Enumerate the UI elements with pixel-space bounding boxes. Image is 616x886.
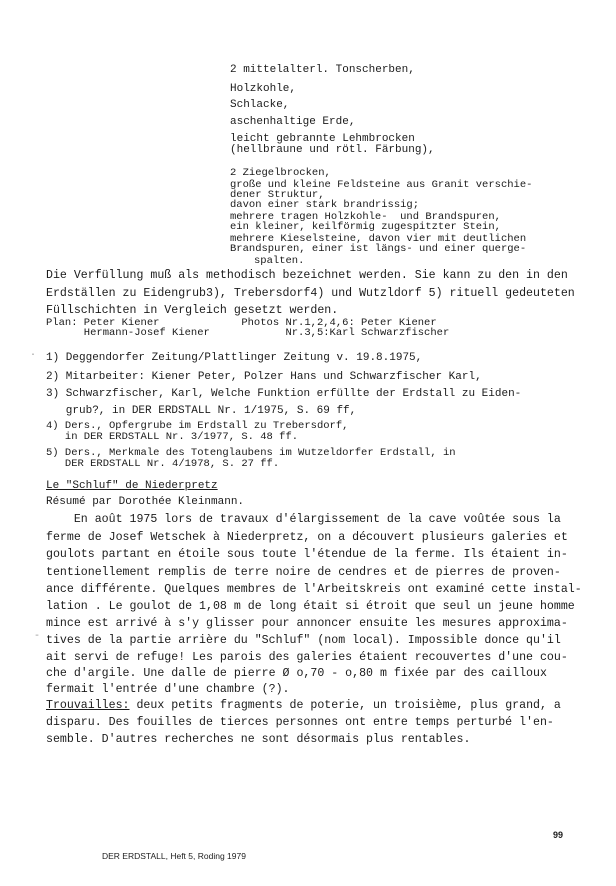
resume-line: tives de la partie arrière du "Schluf" (nom local). Impossible donce qu'il — [46, 634, 561, 647]
margin-mark: - — [34, 631, 41, 642]
stones-line: 2 Ziegelbrocken, — [230, 167, 331, 179]
finds-line: Schlacke, — [230, 99, 290, 111]
fill-paragraph-line: Füllschichten in Vergleich gesetzt werden. — [46, 304, 339, 317]
margin-mark: · — [30, 350, 37, 361]
trouvailles-line: semble. D'autres recherches ne sont désormais plus rentables. — [46, 733, 471, 746]
trouvailles-text: deux petits fragments de poterie, un troisième, plus grand, a — [129, 699, 561, 712]
fill-paragraph-line: Die Verfüllung muß als methodisch bezeichnet werden. Sie kann zu den in den — [46, 269, 568, 282]
trouvailles-line: disparu. Des fouilles de tierces personnes ont entre temps perturbé l'en- — [46, 716, 554, 729]
stones-line: dener Struktur, — [230, 189, 325, 201]
footnote-line: in DER ERDSTALL Nr. 3/1977, S. 48 ff. — [46, 431, 299, 443]
credits-line: Hermann-Josef Kiener Nr.3,5:Karl Schwarzfischer — [46, 327, 450, 339]
footnote-line: 3) Schwarzfischer, Karl, Welche Funktion erfüllte der Erdstall zu Eiden- — [46, 388, 522, 400]
footnote-line: grub?, in DER ERDSTALL Nr. 1/1975, S. 69 ff, — [46, 405, 357, 417]
stones-line: große und kleine Feldsteine aus Granit verschie- — [230, 179, 533, 191]
stones-line: ein kleiner, keilförmig zugespitzter Stein, — [230, 221, 501, 233]
stones-line: Brandspuren, einer ist längs- und einer querge- — [230, 243, 527, 255]
stones-line: spalten. — [254, 255, 305, 267]
finds-line: leicht gebrannte Lehmbrocken — [230, 133, 415, 145]
finds-line: 2 mittelalterl. Tonscherben, — [230, 64, 415, 76]
resume-line: ait servi de refuge! Les parois des galeries étaient recouvertes d'une cou- — [46, 651, 568, 664]
resume-line: ance différente. Quelques membres de l'Arbeitskreis ont examiné cette instal- — [46, 583, 582, 596]
resume-line: En août 1975 lors de travaux d'élargissement de la cave voûtée sous la — [46, 513, 561, 526]
stones-line: mehrere Kieselsteine, davon vier mit deutlichen — [230, 233, 527, 245]
finds-line: Holzkohle, — [230, 83, 297, 95]
fill-paragraph-line: Erdställen zu Eidengrub3), Trebersdorf4) und Wutzldorf 5) rituell gedeuteten — [46, 287, 575, 300]
resume-heading: Le "Schluf" de Niederpretz — [46, 480, 218, 492]
resume-line: mince est arrivé à s'y glisser pour annoncer ensuite les mesures approxima- — [46, 617, 568, 630]
resume-line: fermait l'entrée d'une chambre (?). — [46, 683, 290, 696]
page-footer: DER ERDSTALL, Heft 5, Roding 1979 — [102, 851, 246, 861]
finds-line: (hellbraune und rötl. Färbung), — [230, 144, 435, 156]
resume-line: che d'argile. Une dalle de pierre Ø o,70 - o,80 m fixée par des cailloux — [46, 667, 547, 680]
trouvailles-label: Trouvailles: — [46, 699, 130, 712]
page-number: 99 — [553, 830, 564, 840]
resume-line: tentionellement remplis de terre noire de cendres et de pierres de proven- — [46, 566, 561, 579]
resume-line: goulots partant en étoile sous toute l'étendue de la ferme. Ils étaient in- — [46, 548, 568, 561]
credits-line: Plan: Peter Kiener Photos Nr.1,2,4,6: Peter Kiener — [46, 317, 437, 329]
trouvailles-line — [46, 700, 561, 712]
footnote-line: 2) Mitarbeiter: Kiener Peter, Polzer Hans und Schwarzfischer Karl, — [46, 371, 482, 383]
resume-byline: Résumé par Dorothée Kleinmann. — [46, 496, 245, 508]
stones-line: davon einer stark brandrissig; — [230, 199, 420, 211]
stones-line: mehrere tragen Holzkohle- und Brandspuren, — [230, 211, 501, 223]
footnote-line: 1) Deggendorfer Zeitung/Plattlinger Zeitung v. 19.8.1975, — [46, 352, 423, 364]
footnote-line: 4) Ders., Opfergrube im Erdstall zu Trebersdorf, — [46, 420, 349, 432]
footnote-line: DER ERDSTALL Nr. 4/1978, S. 27 ff. — [46, 458, 280, 470]
finds-line: aschenhaltige Erde, — [230, 116, 356, 128]
resume-line: lation . Le goulot de 1,08 m de long était si étroit que seul un jeune homme — [46, 600, 575, 613]
footnote-line: 5) Ders., Merkmale des Totenglaubens im Wutzeldorfer Erdstall, in — [46, 447, 456, 459]
resume-line: ferme de Josef Wetschek à Niederpretz, on a découvert plusieurs galeries et — [46, 531, 568, 544]
